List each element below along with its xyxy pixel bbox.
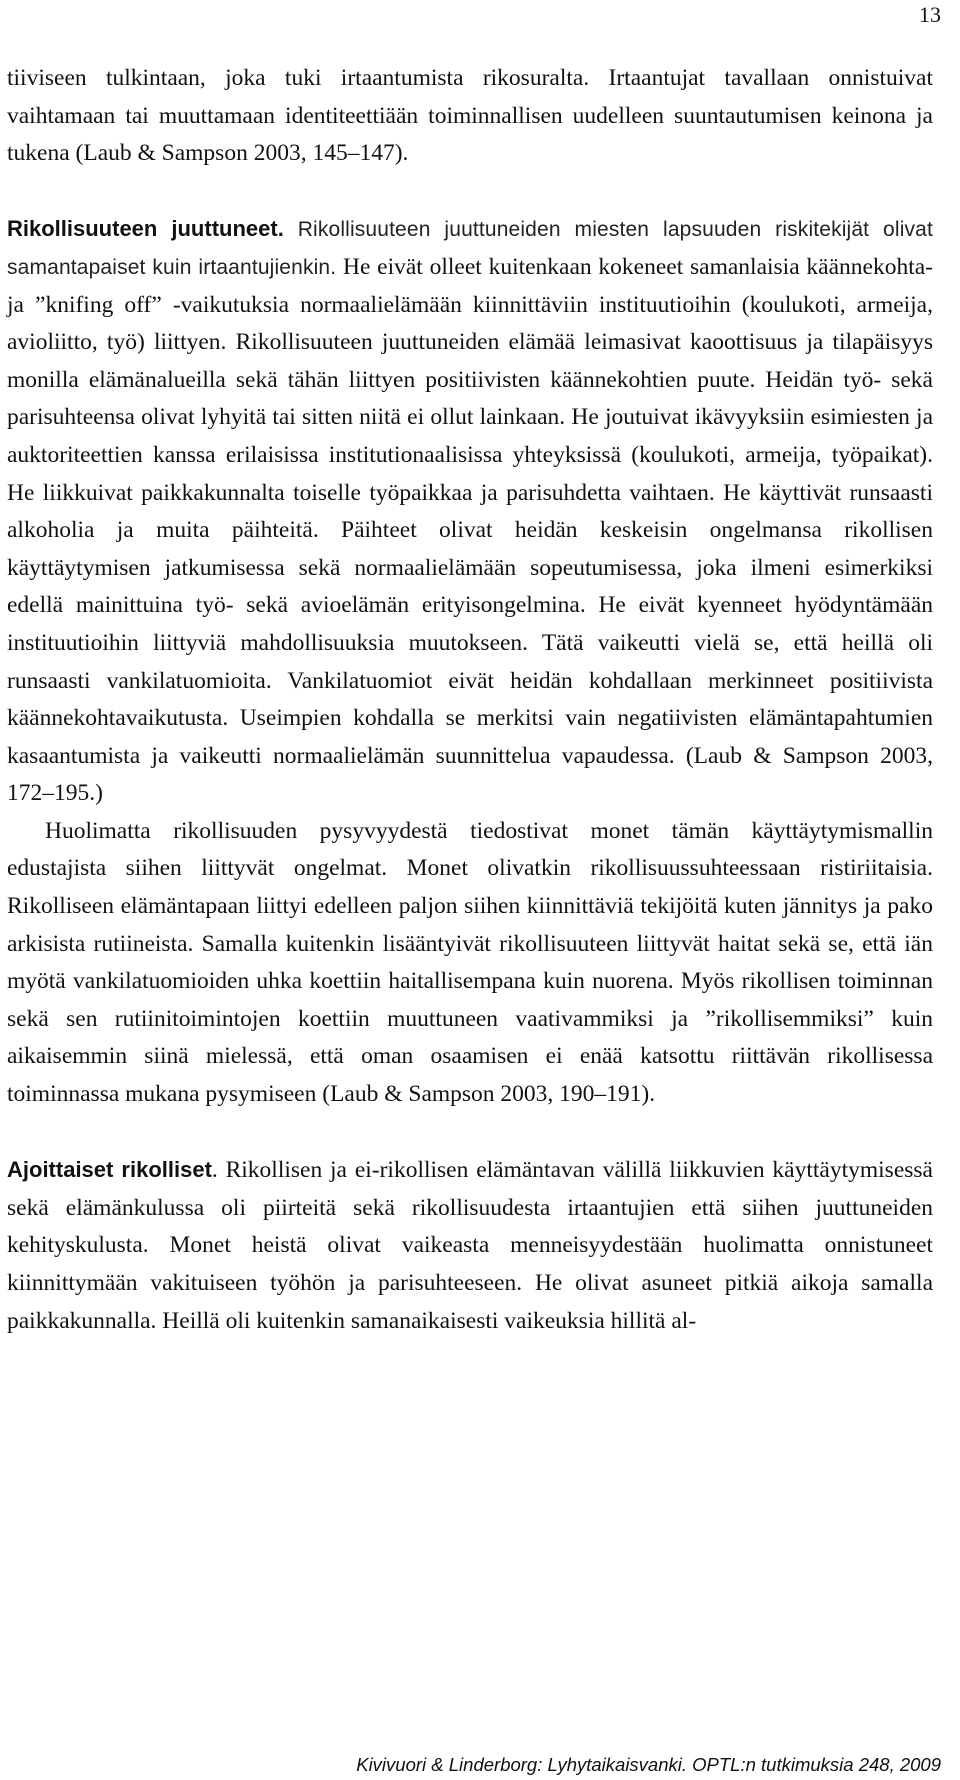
paragraph-4-body: . Rikollisen ja ei-rikollisen elämäntavan välillä liikkuvien käyttäytymisessä sekä elämänkulussa oli piirteitä sekä rikollisuudesta irtaantujien että siihen juuttuneiden kehityskulusta. Monet heistä olivat vaikeasta menneisyydestään huolimatta onnistuneet kiinnittymään vakituiseen työhön ja parisuhteeseen. He olivat asuneet pitkiä aikoja samalla paikkakunnalla. Heillä oli kuitenkin samanaikaisesti vaikeuksia hillitä al- — [7, 1157, 933, 1334]
body-text — [7, 60, 933, 1340]
page-number: 13 — [919, 2, 941, 27]
paragraph-2 — [7, 210, 933, 813]
section-heading-juuttuneet: Rikollisuuteen juuttuneet. — [7, 216, 284, 242]
paragraph-3: Huolimatta rikollisuuden pysyvyydestä tiedostivat monet tämän käyttäytymismallin edustajista siihen liittyvät ongelmat. Monet olivatkin rikollisuussuhteessaan ristiriitaisia. Rikolliseen elämäntapaan liittyi edelleen paljon siihen kiinnittäviä tekijöitä kuten jännitys ja pako arkisista rutiineista. Samalla kuitenkin lisääntyivät rikollisuuteen liittyvät haitat sekä se, että iän myötä vankilatuomioiden uhka koettiin haitallisempana kuin nuorena. Myös rikollisen toiminnan sekä sen rutiinitoimintojen koettiin muuttuneen vaativammiksi ja ”rikollisemmiksi” kuin aikaisemmin siinä mielessä, että oman osaamisen ei enää katsottu riittävän rikollisessa toiminnassa mukana pysymiseen (Laub & Sampson 2003, 190–191). — [7, 817, 933, 1108]
paragraph-1: tiiviseen tulkintaan, joka tuki irtaantumista rikosuralta. Irtaantujat tavallaan onnistuivat vaihtamaan tai muuttamaan identiteettiään toiminnallisen uudelleen suuntautumisen keinona ja tukena (Laub & Sampson 2003, 145–147). — [7, 65, 933, 167]
paragraph-2-body: He eivät olleet kuitenkaan kokeneet samanlaisia käännekohta- ja ”knifing off” -vaikutuksia normaalielämään kiinnittäviin instituutioihin (koulukoti, armeija, avioliitto, työ) liittyen. Rikollisuuteen juuttuneiden elämää leimasivat kaoottisuus ja tilapäisyys monilla elämänalueilla sekä tähän liittyen positiivisten käännekohtien puute. Heidän työ- sekä parisuhteensa olivat lyhyitä tai sitten niitä ei ollut lainkaan. He joutuivat ikävyyksiin esimiesten ja auktoriteettien kanssa erilaisissa institutionaalisissa yhteyksissä (koulukoti, armeija, työpaikat). He liikkuivat paikkakunnalta toiselle työpaikkaa ja parisuhdetta vaihtaen. He käyttivät runsaasti alkoholia ja muita päihteitä. Päihteet olivat heidän keskeisin ongelmansa rikollisen käyttäytymisen jatkumisessa sekä normaalielämään sopeutumisessa, joka ilmeni esimerkiksi edellä mainittuina työ- sekä avioelämän erityisongelmina. He eivät kyenneet hyödyntämään instituutioihin liittyviä mahdollisuuksia muutokseen. Tätä vaikeutti vielä se, että heillä oli runsaasti vankilatuomioita. Vankilatuomiot eivät heidän kohdallaan merkinneet positiivista käännekohtavaikutusta. Useimpien kohdalla se merkitsi vain negatiivisten elämäntapahtumien kasaantumista ja vaikeutti normaalielämän suunnittelua vapaudessa. (Laub & Sampson 2003, 172–195.) — [7, 253, 933, 807]
section-heading-ajoittaiset: Ajoittaiset rikolliset — [7, 1157, 212, 1183]
footer-citation: Kivivuori & Linderborg: Lyhytaikaisvanki. OPTL:n tutkimuksia 248, 2009 — [356, 1754, 941, 1775]
paragraph-4 — [7, 1151, 933, 1340]
paragraph-2-intro: Rikollisuuteen juuttuneiden miesten lapsuuden riskitekijät olivat samantapaiset kuin irtaantujienkin. — [7, 218, 933, 279]
